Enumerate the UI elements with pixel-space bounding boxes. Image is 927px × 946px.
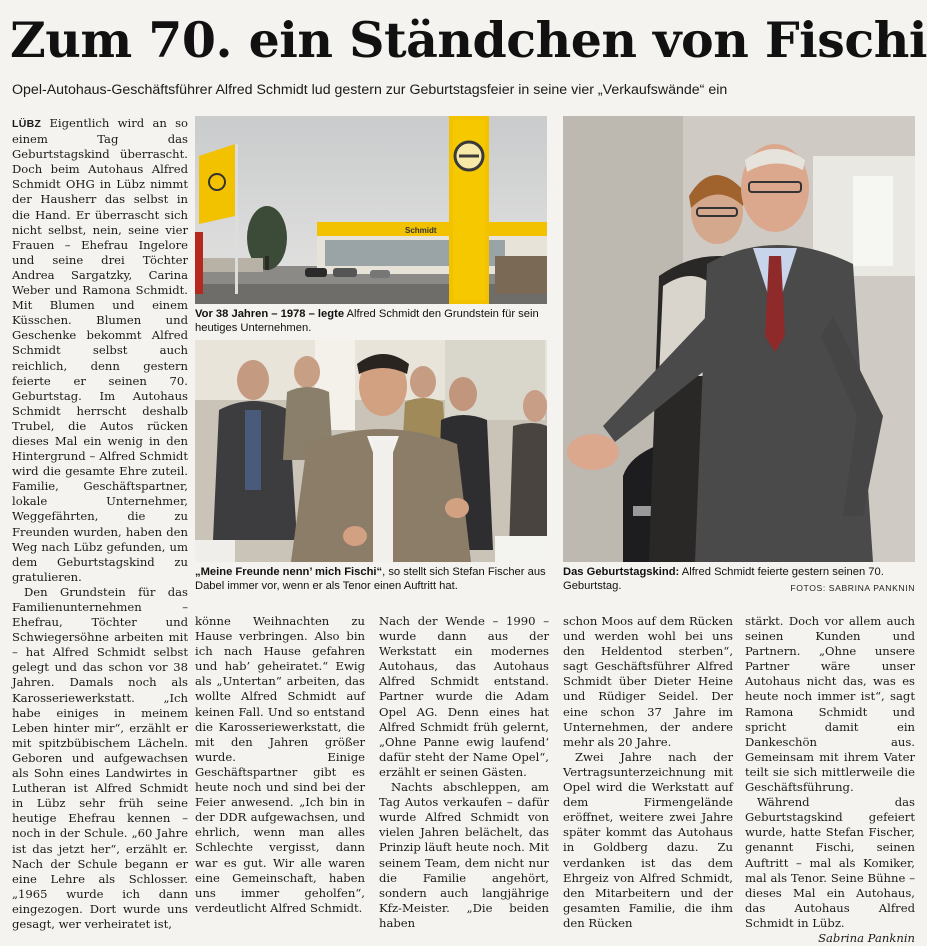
subheadline: Opel-Autohaus-Geschäftsführer Alfred Schmidt lud gestern zur Geburtstagsfeier in seine vier „Verkaufswände“ ein [12,82,728,98]
photo-credit: FOTOS: SABRINA PANKNIN [790,583,915,593]
dealer-sign-text: Schmidt [405,226,437,235]
article-column-1 [12,116,188,931]
birthday-man-illustration [563,116,915,562]
dealership-illustration [195,116,547,304]
fischi-illustration [195,340,547,562]
headline: Zum 70. ein Ständchen von Fischi [10,11,927,69]
article-column-3 [379,614,549,930]
article-paragraph: könne Weihnachten zu Hause verbringen. Also bin ich nach Hause gefahren und hab’ geheiratet.“ Ewig als „Untertan“ arbeiten, das wollte Alfred Schmidt auf keinen Fall. Und so entstand die Karosseriewerkstatt, die mit den Jahren größer wurde. Einige Geschäftspartner gibt es heute noch und sind bei der Feier anwesend. „Ich bin in der DDR aufgewachsen, und ehrlich, wenn man alles Schlechte vergisst, dann war es gut. Wir alle waren eine Gemeinschaft, haben uns immer geholfen“, verdeutlicht Alfred Schmidt. [195,614,365,915]
article-column-4 [563,614,733,930]
fischi-photo [195,340,547,562]
photo-caption-1: Vor 38 Jahren – 1978 – legte Alfred Schmidt den Grundstein für sein heutiges Unternehmen. [195,308,539,334]
dateline: LÜBZ [12,118,42,130]
article-column-5 [745,614,915,945]
article-paragraph: stärkt. Doch vor allem auch seinen Kunden und Partnern. „Ohne unsere Partner wäre unser Autohaus nicht das, was es heute noch immer ist“, sagt Ramona Schmidt und spricht damit ein Dankeschön aus. Gemeinsam mit ihrem Vater teilt sie sich mittlerweile die Geschäftsführung. [745,614,915,795]
article-column-2 [195,614,365,916]
dealership-photo [195,116,547,304]
article-paragraph: Den Grundstein für das Familienunternehmen – Ehefrau, Töchter und Schwiegersöhne arbeiten mit – hat Alfred Schmidt selbst gelegt und das schon vor 38 Jahren. Damals noch als Karosseriewerkstatt. „Ich habe einiges in meinem Leben hinter mir“, erzählt er mit spitzbübischem Lächeln. Geboren und aufgewachsen als Sohn eines Landwirtes in Lutheran ist Alfred Schmidt in Lübz sehr früh seine heutige Ehefrau kennen – noch in der Schule. „60 Jahre ist das jetzt her“, erzählt er. Nach der Schule begann er eine Lehre als Schlosser. „1965 wurde ich dann eingezogen. Dort wurde uns gesagt, wer verheiratet ist, [12,584,188,931]
author-byline: Sabrina Panknin [818,930,915,945]
birthday-man-photo [563,116,915,562]
article-paragraph: LÜBZ Eigentlich wird an so einem Tag das Geburtstagskind überrascht. Doch beim Autohaus Alfred Schmidt OHG in Lübz nimmt der Hausherr das selbst in die Hand. Er überrascht sich nicht selbst, nein, seine vier Frauen – Ehefrau Ingelore und seine drei Töchter Andrea Sargatzky, Carina Weber und Ramona Schmidt. Mit Blumen und einem Küsschen. Blumen und Geschenke bekommt Alfred Schmidt selbst auch reichlich, denn gestern feierte er seinen 70. Geburtstag. Im Autohaus Schmidt herrscht deshalb Trubel, die Autos rücken dieses Mal ein wenig in den Hintergrund – Alfred Schmidt wird die gesamte Ehre zuteil. Familie, Geschäftspartner, lokale Unternehmer, Weggefährten, die zu Freunden wurden, haben den Weg nach Lübz gefunden, um dem Geburtstagskind zu gratulieren. [12,116,188,584]
article-paragraph: Nachts abschleppen, am Tag Autos verkaufen – dafür wurde Alfred Schmidt von vielen Jahren belächelt, das Prinzip läuft heute noch. Mit seinem Team, dem nicht nur die Familie angehört, sondern auch langjährige Kfz-Meister. „Die beiden haben [379,780,549,930]
photo-caption-3: Das Geburtstagskind: Alfred Schmidt feierte gestern seinen 70. Geburtstag. [563,566,884,592]
article-paragraph: Nach der Wende – 1990 – wurde dann aus der Werkstatt ein modernes Autohaus, das Autohaus Alfred Schmidt entstand. Partner wurde die Adam Opel AG. Denn eines hat Alfred Schmidt früh gelernt, „Ohne Panne ewig laufend‘ dafür steht der Name Opel“, erzählt er seinen Gästen. [379,614,549,779]
article-paragraph: schon Moos auf dem Rücken und werden wohl bei uns den Heldentod sterben“, sagt Geschäftsführer Alfred Schmidt über Dieter Heine und Rüdiger Seidel. Der eine schon 37 Jahre im Unternehmen, der andere mehr als 20 Jahre. [563,614,733,749]
article-paragraph: Zwei Jahre nach der Vertragsunterzeichnung mit Opel wird die Werkstatt auf dem Firmengelände eröffnet, weitere zwei Jahre später kommt das Autohaus in Goldberg dazu. Zu verdanken ist das dem Ehrgeiz von Alfred Schmidt, den Mitarbeitern und der gesamten Familie, die ihm den Rücken [563,749,733,930]
article-paragraph: Während das Geburtstagskind gefeiert wurde, hatte Stefan Fischer, genannt Fischi, seinen Auftritt – mal als Komiker, mal als Tenor. Seine Bühne – dieses Mal ein Autohaus, das Autohaus Alfred Schmidt in Lübz. [745,795,915,930]
photo-caption-2: „Meine Freunde nenn’ mich Fischi“, so stellt sich Stefan Fischer aus Dabel immer vor, wenn er als Tenor einen Auftritt hat. [195,566,546,592]
